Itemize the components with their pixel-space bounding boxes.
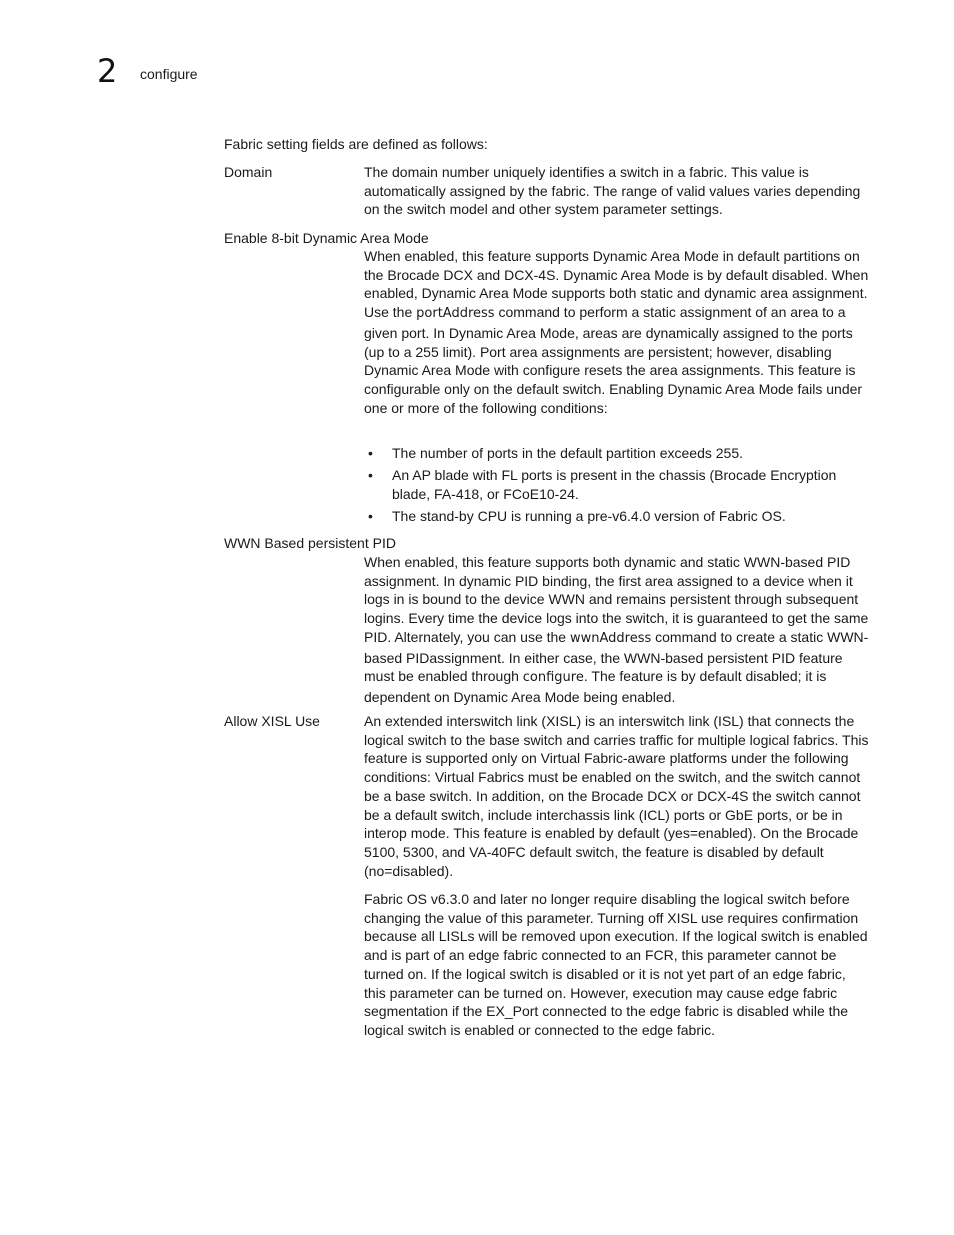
- command-portaddress: portAddress: [416, 306, 495, 322]
- list-item-text: An AP blade with FL ports is present in the chassis (Brocade Encryption blade, FA-418, or FCoE10-24.: [392, 467, 837, 502]
- list-item-text: The stand-by CPU is running a pre-v6.4.0 version of Fabric OS.: [392, 508, 786, 525]
- desc-xisl-1: An extended interswitch link (XISL) is an interswitch link (ISL) that connects the logical switch to the base switch and carries traffic for multiple logical fabrics. This feature is supported only on Virtual Fabric-aware platforms under the following conditions: Virtual Fabrics must be enabled on the switch, and the switch cannot be a base switch. In addition, on the Brocade DCX or DCX-4S the switch cannot be a default switch, include interchassis link (ICL) ports or GbE ports, or be in interop mode. This feature is enabled by default (yes=enabled). On the Brocade 5100, 5300, and VA-40FC default switch, the feature is disabled by default (no=disabled).: [364, 713, 869, 879]
- bullet-icon: •: [368, 508, 373, 525]
- conditions-list: [364, 444, 869, 529]
- intro-text: Fabric setting fields are defined as follows:: [224, 136, 488, 152]
- chapter-number: 2: [97, 52, 118, 90]
- desc-dynamic-area: [364, 247, 869, 417]
- desc-domain: The domain number uniquely identifies a switch in a fabric. This value is automatically assigned by the fabric. The range of valid values varies depending on the switch model and other system parameter settings.: [364, 164, 861, 218]
- list-item: [364, 466, 869, 503]
- desc-wwn-part1: When enabled, this feature supports both dynamic and static WWN-based PID assignment. In dynamic PID binding, the first area assigned to a device when it logs in is bound to the device WWN and remains persistent through subsequent logins. Every time the device logs into the switch, it is guaranteed to get the same PID. Alternately, you can use the: [364, 554, 869, 645]
- desc-wwn-pid: [364, 553, 869, 707]
- command-wwnaddress: wwnAddress: [569, 630, 652, 646]
- term-domain: Domain: [224, 164, 273, 180]
- bullet-icon: •: [368, 467, 373, 484]
- list-item-text: The number of ports in the default partition exceeds 255.: [392, 445, 743, 461]
- desc-dynamic-area-part1: When enabled, this feature supports Dynamic Area Mode in default partitions on the Brocade DCX and DCX-4S. Dynamic Area Mode is by default disabled. When enabled, Dynamic Area Mode supports both static and dynamic area assignment. Use the: [364, 248, 869, 321]
- command-configure: configure: [522, 670, 584, 686]
- list-item: [364, 444, 869, 463]
- desc-dynamic-area-part2: command to perform a static assignment of an area to a given port. In Dynamic Area Mode, areas are dynamically assigned to the ports (up to a 255 limit). Port area assignments are persistent; however, disabling Dynamic Area Mode with configure resets the area assignments. This feature is configurable only on the default switch. Enabling Dynamic Area Mode fails under one or more of the following conditions:: [364, 304, 863, 416]
- desc-xisl-2: Fabric OS v6.3.0 and later no longer require disabling the logical switch before changing the value of this parameter. Turning off XISL use requires confirmation because all LISLs will be removed upon execution. If the logical switch is enabled and is part of an edge fabric connected to an FCR, this parameter cannot be turned on. If the logical switch is disabled or it is not yet part of an edge fabric, this parameter can be turned on. However, execution may cause edge fabric segmentation if the EX_Port connected to the edge fabric is disabled while the logical switch is enabled or connected to the edge fabric.: [364, 891, 868, 1038]
- term-xisl: Allow XISL Use: [224, 713, 320, 729]
- desc-wwn-part2: command to create a static WWN-based PIDassignment. In either case, the WWN-based persistent PID feature must be enabled through: [364, 628, 869, 685]
- desc-wwn-part3: . The feature is by default disabled; it is dependent on Dynamic Area Mode being enabled.: [364, 668, 827, 705]
- bullet-icon: •: [368, 445, 373, 461]
- chapter-title: configure: [140, 66, 198, 82]
- term-dynamic-area: Enable 8-bit Dynamic Area Mode: [224, 230, 429, 246]
- term-wwn-pid: WWN Based persistent PID: [224, 535, 396, 551]
- list-item: [364, 507, 869, 526]
